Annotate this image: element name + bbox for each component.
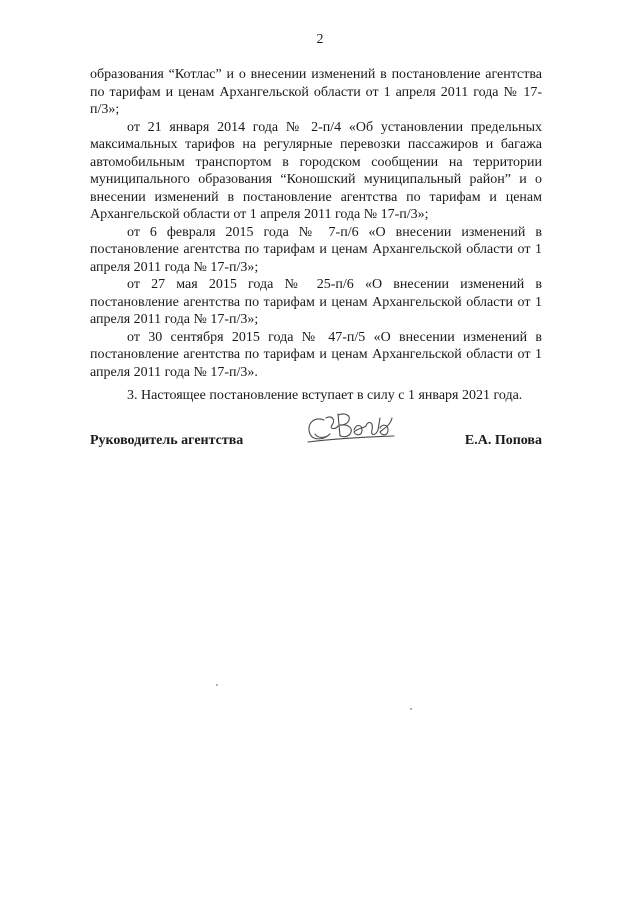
scan-speck: [216, 684, 218, 686]
paragraph-resolution-2015-09-30: от 30 сентября 2015 года № 47-п/5 «О внесении изменений в постановление агентства по тарифам и ценам Архангельской области от 1 апреля 2011 года № 17-п/3».: [90, 329, 542, 380]
paragraph-continuation: образования “Котлас” и о внесении изменений в постановление агентства по тарифам и ценам Архангельской области от 1 апреля 2011 года № 17-п/3»;: [90, 67, 542, 117]
handwritten-signature: [302, 406, 398, 450]
document-body: [90, 66, 542, 405]
signatory-title: Руководитель агентства: [90, 433, 244, 448]
paragraph-resolution-2014-01-21: от 21 января 2014 года № 2-п/4 «Об установлении предельных максимальных тарифов на регулярные перевозки пассажиров и багажа автомобильным транспортом в городском сообщении на территории муниципального образования “Коношский муниципальный район” и о внесении изменений в постановление агентства по тарифам и ценам Архангельской области от 1 апреля 2011 года № 17-п/3»;: [90, 119, 542, 222]
paragraph-resolution-2015-02-06: от 6 февраля 2015 года № 7-п/6 «О внесении изменений в постановление агентства по тарифам и ценам Архангельской области от 1 апреля 2011 года № 17-п/3»;: [90, 224, 542, 275]
page-number: 2: [316, 32, 324, 47]
paragraph-resolution-2015-05-27: от 27 мая 2015 года № 25-п/6 «О внесении изменений в постановление агентства по тарифам и ценам Архангельской области от 1 апреля 2011 года № 17-п/3»;: [90, 277, 542, 327]
scan-speck: [410, 708, 412, 710]
paragraph-item-3-effective-date: 3. Настоящее постановление вступает в силу с 1 января 2021 года.: [127, 388, 523, 403]
signatory-name: Е.А. Попова: [464, 433, 542, 448]
